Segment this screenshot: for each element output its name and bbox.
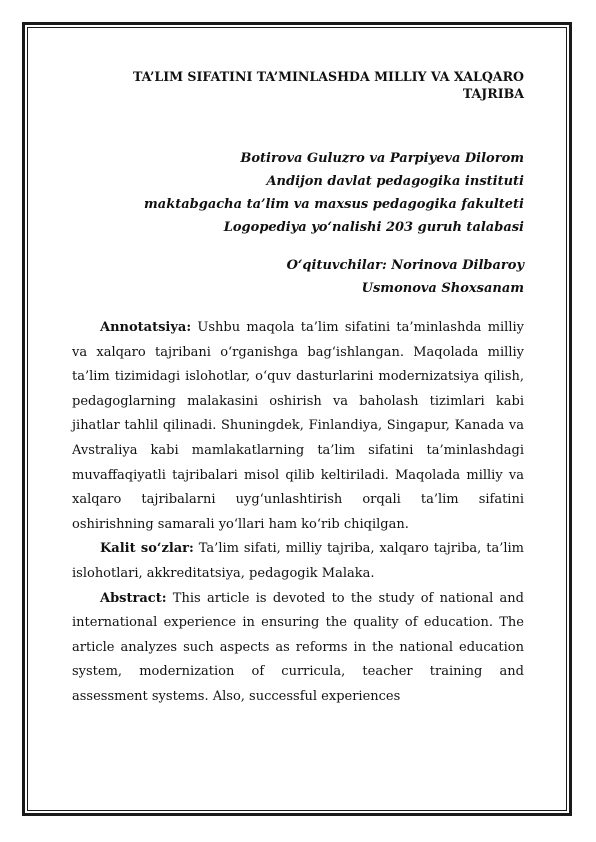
author-group: Logopediya yo‘nalishi 203 guruh talabasi — [223, 220, 524, 235]
supervisor-line-1: O‘qituvchilar: Norinova Dilbaroy — [286, 258, 524, 273]
keywords-paragraph — [72, 537, 524, 586]
supervisor-line-2: Usmonova Shoxsanam — [361, 281, 524, 296]
title-line-2: TAJRIBA — [462, 86, 524, 101]
page-content — [72, 68, 524, 710]
abstract-text: This article is devoted to the study of national and international experience in ensuring the quality of education. The article analyzes such aspects as reforms in the national education system, modernization of curricula, teacher training and assessment systems. Also, successful experiences — [72, 590, 524, 704]
supervisor-block — [72, 254, 524, 300]
annotation-text: Ushbu maqola ta’lim sifatini ta’minlashda milliy va xalqaro tajribani o‘rganishga bag‘ishlangan. Maqolada milliy ta’lim tizimidagi islohotlar, o‘quv dasturlarini modernizatsiya qilish, pedagoglarning malakasini oshirish va baholash tizimlari kabi jihatlar tahlil qilinadi. Shuningdek, Finlandiya, Singapur, Kanada va Avstraliya kabi mamlakatlarning ta’lim sifatini ta’minlashdagi muvaffaqiyatli tajribalari misol qilib keltiriladi. Maqolada milliy va xalqaro tajribalarni uyg‘unlashtirish orqali ta’lim sifatini oshirishning samarali yo‘llari ham ko‘rib chiqilgan. — [72, 320, 524, 532]
author-institution: Andijon davlat pedagogika instituti — [266, 174, 524, 189]
author-faculty: maktabgacha ta’lim va maxsus pedagogika fakulteti — [144, 197, 524, 212]
paper-title — [72, 68, 524, 102]
keywords-label: Kalit so‘zlar: — [100, 541, 194, 557]
title-line-1: TA’LIM SIFATINI TA’MINLASHDA MILLIY VA XALQARO — [133, 69, 524, 84]
abstract-label: Abstract: — [100, 590, 167, 606]
author-block — [72, 147, 524, 239]
author-names: Botirova Guluzro va Parpiyeva Dilorom — [240, 151, 524, 166]
annotation-label: Annotatsiya: — [100, 320, 192, 335]
annotation-paragraph — [72, 316, 524, 537]
abstract-paragraph — [72, 587, 524, 710]
keywords-text: Ta’lim sifati, milliy tajriba, xalqaro tajriba, ta’lim islohotlari, akkreditatsiya, pedagogik Malaka. — [72, 541, 524, 581]
